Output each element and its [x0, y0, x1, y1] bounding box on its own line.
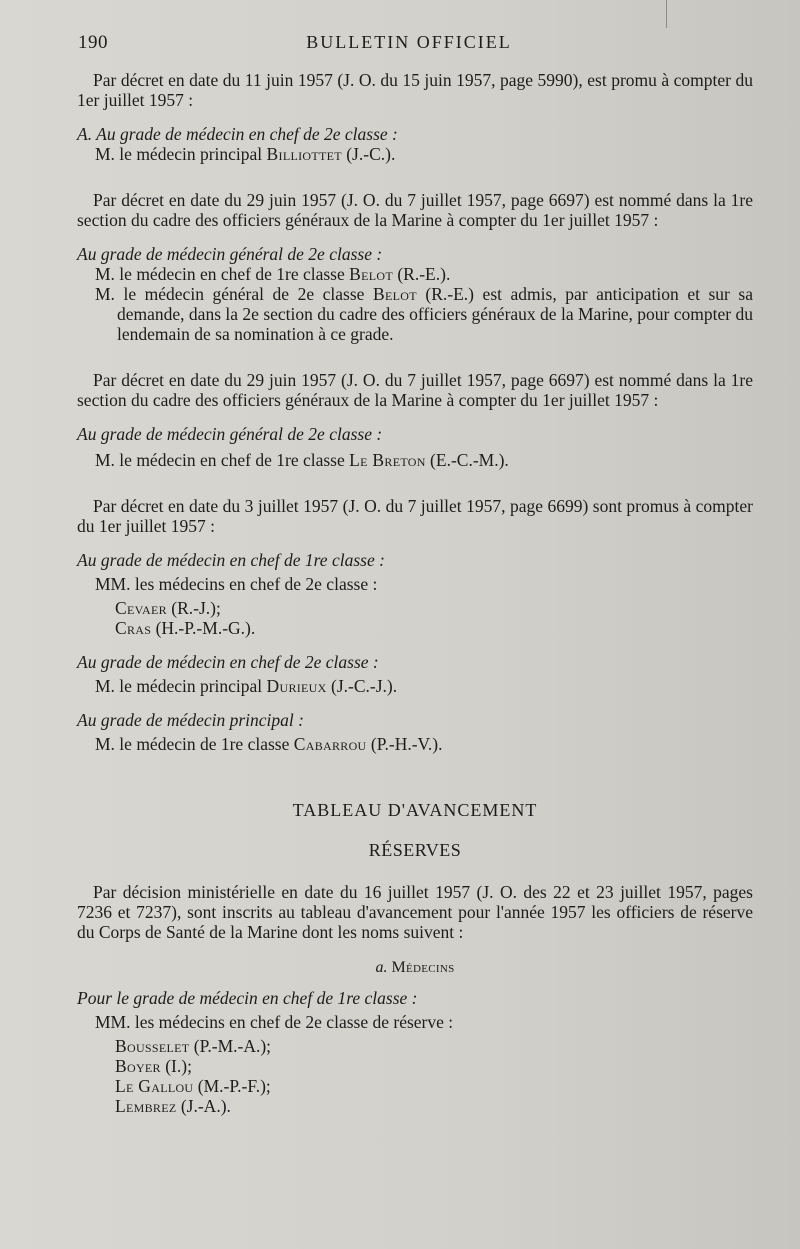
officer-list-item: Cevaer (R.-J.); — [115, 598, 221, 618]
page-header — [78, 32, 740, 62]
grade-heading: Au grade de médecin principal : — [77, 710, 304, 730]
page-content — [77, 70, 753, 1116]
decree-paragraph: Par décret en date du 29 juin 1957 (J. O. du 7 juillet 1957, page 6697) est nommé dans la 1re section du cadre des officiers généraux de la Marine à compter du 1er juillet 1957 : — [77, 370, 753, 410]
appointment-entry: MM. les médecins en chef de 2e classe de réserve : — [95, 1012, 454, 1032]
officer-name: Durieux — [266, 676, 327, 696]
decree-paragraph: Par décret en date du 29 juin 1957 (J. O. du 7 juillet 1957, page 6697) est nommé dans la 1re section du cadre des officiers généraux de la Marine à compter du 1er juillet 1957 : — [77, 190, 753, 230]
officer-list-item: Lembrez (J.-A.). — [115, 1096, 231, 1116]
decision-paragraph: Par décision ministérielle en date du 16 juillet 1957 (J. O. des 22 et 23 juillet 1957, pages 7236 et 7237), sont inscrits au tableau d'avancement pour l'année 1957 les officiers de réserve du Corps de Santé de la Marine dont les noms suivent : — [77, 882, 753, 942]
section-title: TABLEAU D'AVANCEMENT — [292, 800, 538, 820]
grade-heading: Au grade de médecin en chef de 1re classe : — [77, 550, 385, 570]
officer-name: Bousselet — [115, 1036, 190, 1056]
appointment-entry: M. le médecin général de 2e classe Belot (R.-E.) est admis, par anticipation et sur sa demande, dans la 2e section du cadre des officiers généraux de la Marine, pour compter du lendemain de sa nomination à ce grade. — [95, 284, 754, 344]
grade-heading: Pour le grade de médecin en chef de 1re classe : — [77, 988, 418, 1008]
officer-list — [77, 1036, 753, 1116]
appointment-entry: M. le médecin principal Durieux (J.-C.-J.). — [95, 676, 398, 696]
officer-list-item: Le Gallou (M.-P.-F.); — [115, 1076, 271, 1096]
grade-heading: Au grade de médecin en chef de 2e classe : — [77, 652, 379, 672]
appointment-entry: MM. les médecins en chef de 2e classe : — [95, 574, 378, 594]
decree-paragraph: Par décret en date du 3 juillet 1957 (J. O. du 7 juillet 1957, page 6699) sont promus à compter du 1er juillet 1957 : — [77, 496, 753, 536]
officer-name: Le Breton — [349, 450, 426, 470]
appointment-entry: M. le médecin en chef de 1re classe Belot (R.-E.). — [95, 264, 451, 284]
decree-paragraph: Par décret en date du 11 juin 1957 (J. O. du 15 juin 1957, page 5990), est promu à compter du 1er juillet 1957 : — [77, 70, 753, 110]
grade-heading: Au grade de médecin général de 2e classe : — [77, 424, 383, 444]
officer-name: Cabarrou — [293, 734, 367, 754]
grade-heading: A. Au grade de médecin en chef de 2e classe : — [77, 124, 398, 144]
officer-name: Belot — [373, 284, 417, 304]
sub-heading: a. Médecins — [375, 959, 455, 976]
officer-list-item: Boyer (I.); — [115, 1056, 192, 1076]
officer-list-item: Cras (H.-P.-M.-G.). — [115, 618, 256, 638]
officer-list-item: Bousselet (P.-M.-A.); — [115, 1036, 272, 1056]
officer-name: Belot — [349, 264, 393, 284]
officer-name: Cras — [115, 618, 152, 638]
officer-name: Le Gallou — [115, 1076, 194, 1096]
section-subtitle: RÉSERVES — [368, 840, 462, 860]
grade-heading: Au grade de médecin général de 2e classe : — [77, 244, 383, 264]
appointment-entry: M. le médecin en chef de 1re classe Le Breton (E.-C.-M.). — [95, 450, 509, 470]
appointment-entry: M. le médecin principal Billiottet (J.-C.). — [95, 144, 396, 164]
scan-mark — [666, 0, 667, 28]
running-title: BULLETIN OFFICIEL — [306, 32, 512, 52]
page-number: 190 — [78, 32, 108, 53]
officer-name: Billiottet — [266, 144, 342, 164]
officer-name: Cevaer — [115, 598, 167, 618]
appointment-entry: M. le médecin de 1re classe Cabarrou (P.-H.-V.). — [95, 734, 443, 754]
officer-name: Boyer — [115, 1056, 161, 1076]
officer-name: Lembrez — [115, 1096, 177, 1116]
